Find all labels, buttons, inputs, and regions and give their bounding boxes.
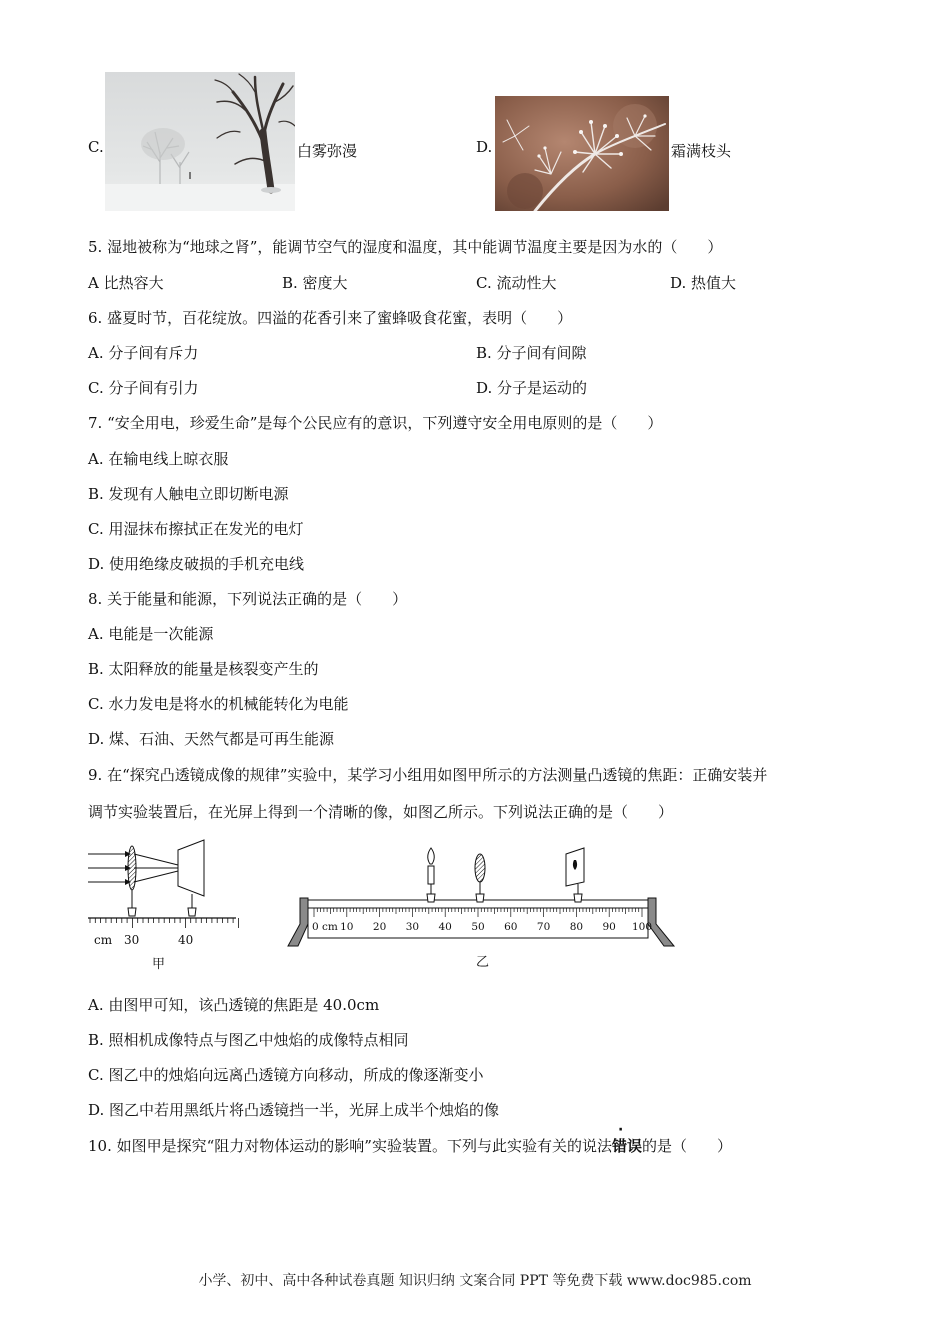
fog-photo <box>105 72 295 211</box>
figure-jia <box>86 836 240 976</box>
q5-option-a: A 比热容大 <box>88 274 164 292</box>
q8-option-a: A. 电能是一次能源 <box>88 625 214 643</box>
yi-tick-label: 10 <box>340 921 354 933</box>
question-9-stem-line2: 调节实验装置后，在光屏上得到一个清晰的像，如图乙所示。下列说法正确的是（ ） <box>88 803 674 821</box>
page-footer: 小学、初中、高中各种试卷真题 知识归纳 文案合同 PPT 等免费下载 www.doc985.com <box>198 1273 752 1289</box>
q8-option-c: C. 水力发电是将水的机械能转化为电能 <box>88 695 349 713</box>
q9-option-c: C. 图乙中的烛焰向远离凸透镜方向移动，所成的像逐渐变小 <box>88 1066 484 1084</box>
yi-tick-label: 40 <box>438 921 452 933</box>
q9-option-d: D. 图乙中若用黑纸片将凸透镜挡一半，光屏上成半个烛焰的像 <box>88 1101 500 1119</box>
yi-tick-label: 50 <box>471 921 485 933</box>
option-d-letter: D. <box>476 138 493 156</box>
question-6-stem: 6. 盛夏时节，百花绽放。四溢的花香引来了蜜蜂吸食花蜜，表明（ ） <box>88 309 573 327</box>
figure-yi <box>286 846 678 976</box>
q7-option-d: D. 使用绝缘皮破损的手机充电线 <box>88 555 305 573</box>
convex-lens <box>475 854 485 902</box>
yi-tick-label: 30 <box>405 921 420 933</box>
yi-tick-label: 60 <box>504 921 518 933</box>
yi-tick-label: 90 <box>602 921 616 933</box>
jia-label: 甲 <box>152 957 166 972</box>
jia-unit: cm <box>94 933 113 947</box>
yi-tick-label: 20 <box>372 921 387 933</box>
q10-stem-before: 10. 如图甲是探究“阻力对物体运动的影响”实验装置。下列与此实验有关的说法 <box>88 1137 612 1155</box>
q5-option-d: D. 热值大 <box>670 274 737 292</box>
question-8-stem: 8. 关于能量和能源，下列说法正确的是（ ） <box>88 590 408 608</box>
q6-option-a: A. 分子间有斥力 <box>88 344 199 362</box>
jia-tick-30: 30 <box>124 933 140 947</box>
q7-option-c: C. 用湿抹布擦拭正在发光的电灯 <box>88 520 304 538</box>
q10-emphasis: 错误 <box>611 1137 642 1155</box>
q8-option-d: D. 煤、石油、天然气都是可再生能源 <box>88 730 335 748</box>
question-10-stem <box>88 1135 732 1156</box>
jia-tick-40: 40 <box>178 933 194 947</box>
frost-photo <box>495 96 669 211</box>
q9-option-a: A. 由图甲可知，该凸透镜的焦距是 40.0cm <box>88 996 380 1014</box>
q7-option-a: A. 在输电线上晾衣服 <box>88 450 229 468</box>
option-c-letter: C. <box>88 138 104 156</box>
yi-tick-label: 70 <box>536 921 551 933</box>
q5-option-c: C. 流动性大 <box>476 274 557 292</box>
question-5-stem: 5. 湿地被称为“地球之肾”，能调节空气的湿度和温度，其中能调节温度主要是因为水的（ ） <box>88 238 723 256</box>
question-9-stem-line1: 9. 在“探究凸透镜成像的规律”实验中，某学习小组用如图甲所示的方法测量凸透镜的焦距：正确安装并 <box>88 766 768 784</box>
yi-tick-label: 0 cm <box>312 921 338 933</box>
yi-label: 乙 <box>476 955 490 970</box>
q6-option-d: D. 分子是运动的 <box>476 379 588 397</box>
q6-option-b: B. 分子间有间隙 <box>476 344 587 362</box>
frost-caption: 霜满枝头 <box>671 142 732 160</box>
light-screen <box>566 848 584 902</box>
q8-option-b: B. 太阳释放的能量是核裂变产生的 <box>88 660 319 678</box>
fog-caption: 白雾弥漫 <box>297 142 358 160</box>
yi-tick-label: 100 <box>631 921 653 933</box>
q6-option-c: C. 分子间有引力 <box>88 379 199 397</box>
q9-option-b: B. 照相机成像特点与图乙中烛焰的成像特点相同 <box>88 1031 409 1049</box>
candle <box>427 848 435 902</box>
question-7-stem: 7. “安全用电，珍爱生命”是每个公民应有的意识，下列遵守安全用电原则的是（ ） <box>88 414 663 432</box>
q10-stem-after: 的是（ ） <box>641 1137 732 1155</box>
yi-tick-label: 80 <box>569 921 584 933</box>
q5-option-b: B. 密度大 <box>282 274 348 292</box>
q7-option-b: B. 发现有人触电立即切断电源 <box>88 485 289 503</box>
